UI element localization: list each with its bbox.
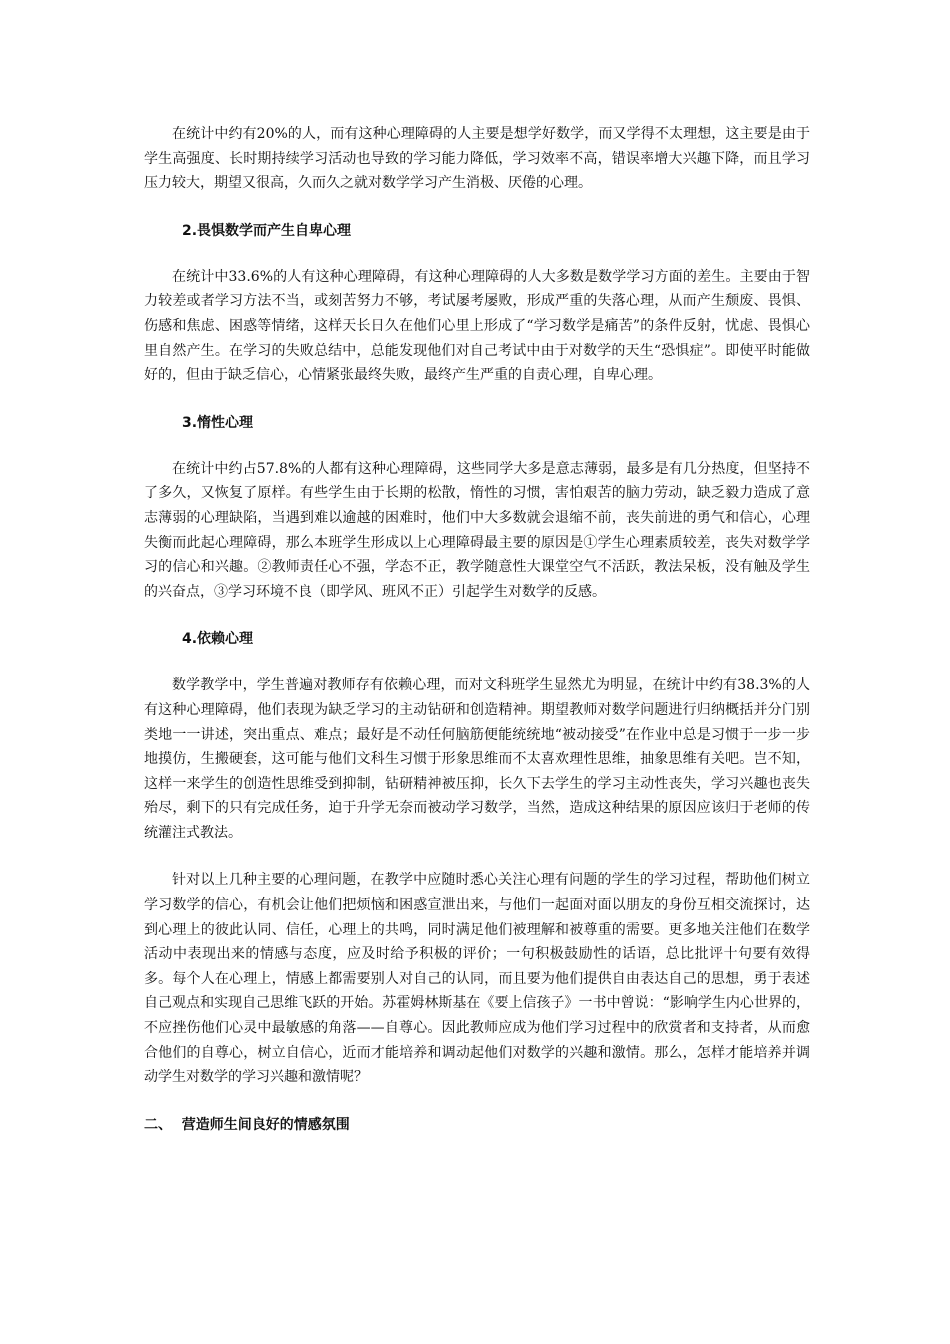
heading-laziness: 3.惰性心理 bbox=[182, 414, 254, 431]
heading-section-two: 二、 营造师生间良好的情感氛围 bbox=[144, 1116, 350, 1133]
heading-inferiority: 2.畏惧数学而产生自卑心理 bbox=[182, 222, 352, 239]
document-page bbox=[144, 122, 810, 1137]
paragraph-summary: 针对以上几种主要的心理问题，在教学中应随时悉心关注心理有问题的学生的学习过程，帮助他们树立学习数学的信心，有机会让他们把烦恼和困惑宣泄出来，与他们一起面对面以朋友的身份互相交流探讨，达到心理上的彼此认同、信任，心理上的共鸣，同时满足他们被理解和被尊重的需要。更多地关注他们在数学活动中表现出来的情感与态度，应及时给予积极的评价；一句积极鼓励性的话语，总比批评十句要有效得多。每个人在心理上，情感上都需要别人对自己的认同，而且要为他们提供自由表达自己的思想，勇于表述自己观点和实现自己思维飞跃的开始。苏霍姆林斯基在《要上信孩子》一书中曾说：“影响学生内心世界的，不应挫伤他们心灵中最敏感的角落——自尊心。因此教师应成为他们学习过程中的欣赏者和支持者，从而愈合他们的自尊心，树立自信心，近而才能培养和调动起他们对数学的兴趣和激情。那么，怎样才能培养并调动学生对数学的学习兴趣和激情呢？ bbox=[144, 872, 810, 1086]
paragraph-laziness: 在统计中约占57.8%的人都有这种心理障碍，这些同学大多是意志薄弱，最多是有几分热度，但坚持不了多久，又恢复了原样。有些学生由于长期的松散，惰性的习惯，害怕艰苦的脑力劳动，缺乏毅力造成了意志薄弱的心理缺陷，当遇到难以逾越的困难时，他们中大多数就会退缩不前，丧失前进的勇气和信心，心理失衡而此起心理障碍，那么本班学生形成以上心理障碍最主要的原因是①学生心理素质较差，丧失对数学学习的信心和兴趣。②教师责任心不强，学态不正，教学随意性大课堂空气不活跃，教法呆板，没有触及学生的兴奋点，③学习环境不良（即学风、班风不正）引起学生对数学的反感。 bbox=[144, 460, 810, 600]
paragraph-dependence: 数学教学中，学生普遍对教师存有依赖心理，而对文科班学生显然尤为明显，在统计中约有38.3%的人有这种心理障碍，他们表现为缺乏学习的主动钻研和创造精神。期望教师对数学问题进行归纳概括并分门别类地一一讲述，突出重点、难点；最好是不动任何脑筋便能统统地“被动接受”在作业中总是习惯于一步一步地摸仿，生搬硬套，这可能与他们文科生习惯于形象思维而不太喜欢理性思维，抽象思维有关吧。岂不知，这样一来学生的创造性思维受到抑制，钻研精神被压抑，长久下去学生的学习主动性丧失，学习兴趣也丧失殆尽，剩下的只有完成任务，迫于升学无奈而被动学习数学，当然，造成这种结果的原因应该归于老师的传统灌注式教法。 bbox=[144, 677, 810, 841]
paragraph-inferiority: 在统计中33.6%的人有这种心理障碍，有这种心理障碍的人大多数是数学学习方面的差生。主要由于智力较差或者学习方法不当，或刻苦努力不够，考试屡考屡败，形成严重的失落心理，从而产生颓废、畏惧、伤感和焦虑、困惑等情绪，这样天长日久在他们心里上形成了“学习数学是痛苦”的条件反射，忧虑、畏惧心里自然产生。在学习的失败总结中，总能发现他们对自己考试中由于对数学的天生“恐惧症”。即使平时能做好的，但由于缺乏信心，心情紧张最终失败，最终产生严重的自责心理，自卑心理。 bbox=[144, 268, 810, 384]
paragraph-fatigue: 在统计中约有20%的人，而有这种心理障碍的人主要是想学好数学，而又学得不太理想，这主要是由于学生高强度、长时期持续学习活动也导致的学习能力降低，学习效率不高，错误率增大兴趣下降，而且学习压力较大，期望又很高，久而久之就对数学学习产生消极、厌倦的心理。 bbox=[144, 126, 810, 192]
heading-dependence: 4.依赖心理 bbox=[182, 631, 254, 648]
